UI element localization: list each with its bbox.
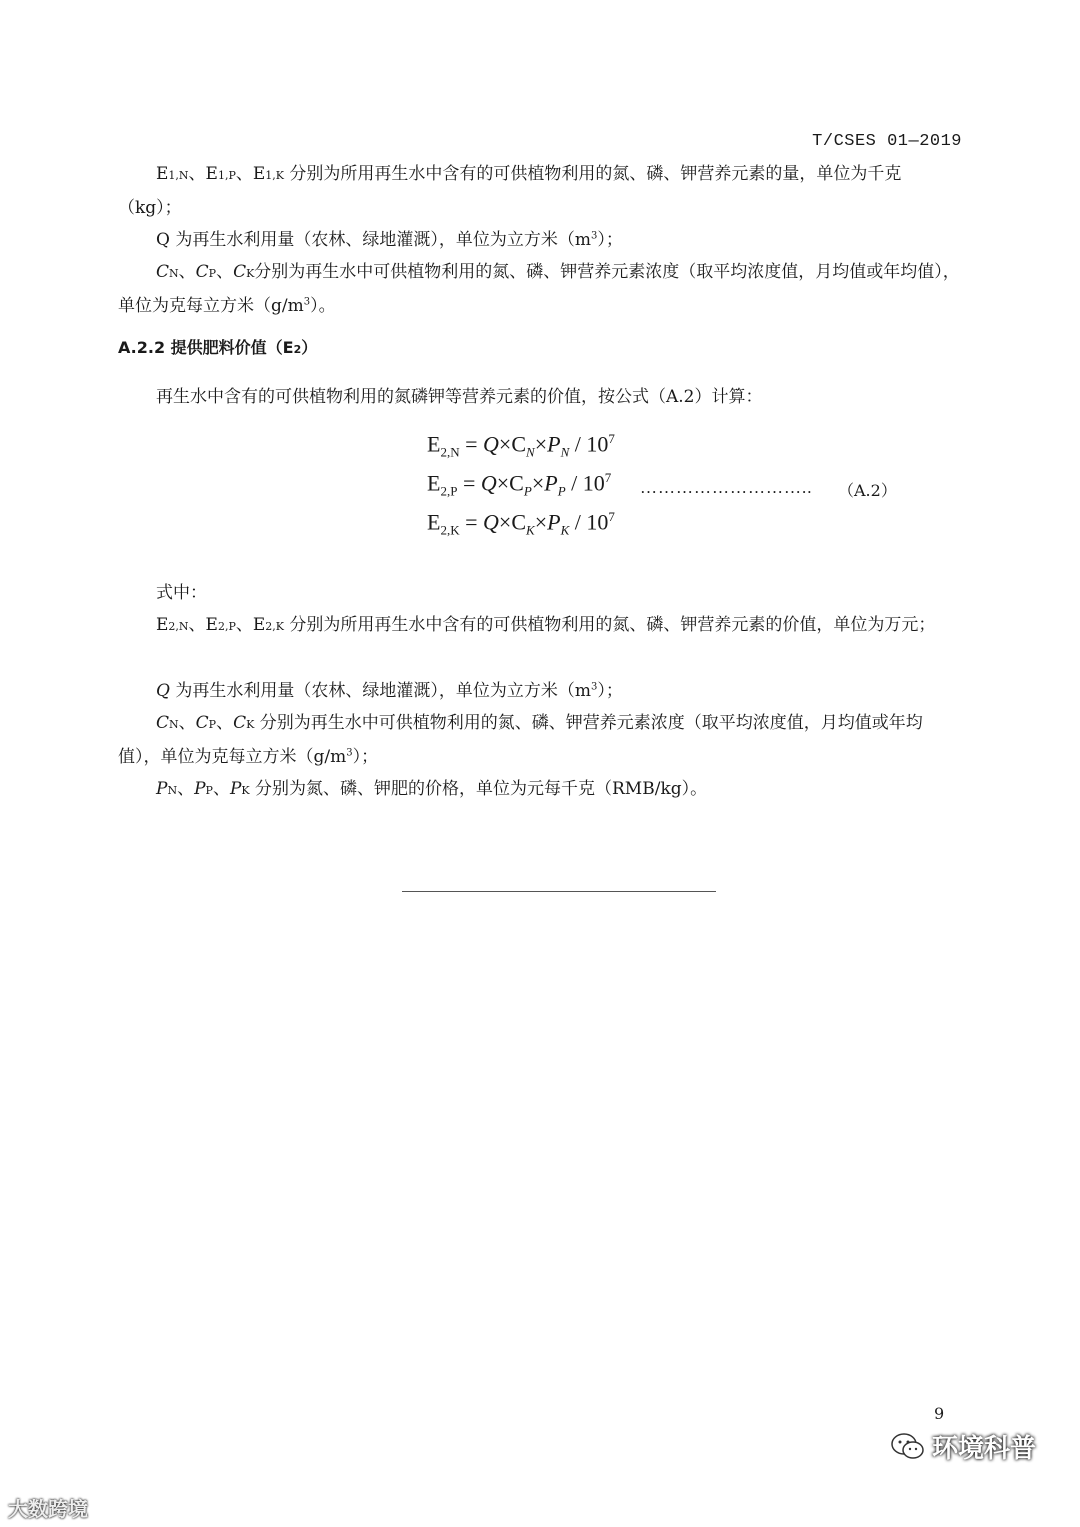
section-heading: A.2.2 提供肥料价值（E2）	[118, 338, 318, 357]
wechat-icon	[890, 1432, 926, 1462]
formula-line-p: $E_{2,P} = Q\times C_P\times P_P / 10^7$	[427, 470, 612, 499]
definition-e2: E2,N、E2,P、E2,K 分别为所用再生水中含有的可供植物利用的氮、磷、钾营养元素的价值，单位为万元；	[156, 615, 936, 635]
watermark-right	[890, 1428, 1036, 1465]
definition-p: PN、PP、PK 分别为氮、磷、钾肥的价格，单位为元每千克（RMB/kg）。	[156, 779, 708, 799]
formula-line-n: $E_{2,N} = Q\times C_N\times P_N / 10^7$	[427, 431, 615, 460]
page-number: 9	[934, 1404, 945, 1423]
formula-line-k: $E_{2,K} = Q\times C_K\times P_K / 10^7$	[427, 509, 615, 538]
where-label: 式中：	[156, 583, 207, 603]
definition-c-1: CN、CP、CK分别为再生水中可供植物利用的氮、磷、钾营养元素浓度（取平均浓度值，月均值或年均值），单位为克每立方米$(g/m^3)$。	[118, 262, 960, 316]
definition-q-2: Q 为再生水利用量（农林、绿地灌溉），单位为立方米$(m^3)$；	[156, 681, 623, 701]
equation-number: （A.2）	[838, 481, 897, 500]
definition-e1: E1,N、E1,P、E1,K 分别为所用再生水中含有的可供植物利用的氮、磷、钾营养元素的量，单位为千克（kg）；	[118, 164, 902, 218]
end-divider	[402, 891, 716, 892]
watermark-left: 大数跨境	[8, 1497, 88, 1521]
definition-c-2: CN、CP、CK 分别为再生水中可供植物利用的氮、磷、钾营养元素浓度（取平均浓度值，月均值或年均值），单位为克每立方米$(g/m^3)$；	[118, 713, 923, 767]
formula-leader-dots: ………………………..	[640, 478, 813, 497]
definition-q-1: Q 为再生水利用量（农林、绿地灌溉），单位为立方米$(m^3)$；	[156, 230, 623, 250]
document-code: T/CSES 01—2019	[812, 132, 962, 151]
watermark-right-text: 环境科普	[932, 1434, 1037, 1464]
calc-intro: 再生水中含有的可供植物利用的氮磷钾等营养元素的价值，按公式（A.2）计算：	[156, 387, 763, 407]
